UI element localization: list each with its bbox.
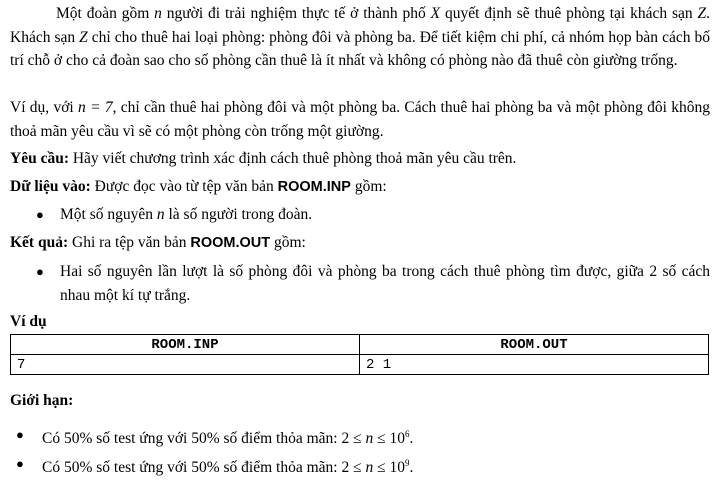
intro-text: chỉ cho thuê hai loại phòng: phòng đôi và phòng ba. Để tiết kiệm chi phí, cả nhóm họp bàn cách bố trí chỗ ở cho cả đoàn sao cho số phòng cần thuê là ít nhất và không có phòng nào đã thuê còn giường trống.: [10, 28, 710, 69]
example-heading: [10, 310, 710, 334]
intro-text: người đi trải nghiệm thực tế ở thành phố: [161, 5, 431, 22]
table-row: [11, 355, 709, 375]
requirement-text: Hãy viết chương trình xác định cách thuê phòng thoả mãn yêu cầu trên.: [68, 150, 517, 167]
input-text: Được đọc vào từ tệp văn bản: [90, 178, 278, 195]
input-bullet: [10, 203, 710, 227]
example-explanation: [10, 96, 710, 143]
input-bullet-text: là số người trong đoàn.: [164, 206, 313, 223]
example-heading-text: Ví dụ: [10, 313, 47, 330]
var-z: Z: [79, 28, 88, 46]
limit-text: Có 50% số test ứng với 50% số điểm thỏa mãn:: [42, 430, 342, 447]
input-bullet-text: Một số nguyên: [60, 206, 157, 223]
var-n: n: [365, 459, 374, 476]
var-z: Z: [697, 5, 707, 22]
bullet-icon: ●: [36, 264, 44, 279]
limits-heading: [10, 389, 710, 413]
var-n: n: [156, 206, 165, 223]
output-text: gồm:: [270, 234, 306, 251]
cell-input-value: 7: [11, 355, 360, 375]
cell-output-value: 2 1: [360, 355, 709, 375]
limit-text: Có 50% số test ứng với 50% số điểm thỏa mãn:: [42, 459, 342, 476]
input-section: [10, 175, 710, 200]
limits-heading-text: Giới hạn:: [10, 392, 74, 409]
example-text: Ví dụ, với: [10, 99, 79, 116]
intro-text: . Khách sạn: [10, 5, 710, 46]
example-text: , chỉ cần thuê hai phòng đôi và một phòng ba. Cách thuê hai phòng ba và một phòng đôi không thoả mãn yêu cầu vì sẽ có một phòng còn trống một giường.: [10, 99, 710, 140]
example-equation: n = 7: [78, 99, 113, 116]
bullet-icon: ●: [16, 427, 24, 442]
var-x: X: [430, 5, 441, 22]
limit-item: [10, 423, 710, 451]
limit-bound: ≤ 10: [373, 459, 405, 476]
limit-bound: 2 ≤: [341, 430, 366, 447]
limit-end: .: [409, 430, 414, 447]
table-header-row: [11, 335, 709, 355]
limit-bound: 2 ≤: [341, 459, 366, 476]
intro-text: quyết định sẽ thuê phòng tại khách sạn: [440, 5, 698, 22]
example-table: [10, 334, 709, 375]
bullet-icon: ●: [16, 456, 24, 471]
intro-text: Một đoàn gồm: [56, 5, 155, 22]
bullet-icon: ●: [36, 207, 44, 222]
limit-bound: ≤ 10: [373, 430, 405, 447]
limit-item: [10, 452, 710, 480]
output-filename: ROOM.OUT: [190, 235, 271, 251]
var-n: n: [154, 5, 162, 22]
limit-exponent: 6: [404, 429, 410, 439]
output-bullet-text: Hai số nguyên lần lượt là số phòng đôi và phòng ba trong cách thuê phòng tìm được, giữa 2 số cách nhau một kí tự trắng.: [60, 263, 710, 304]
column-header-output: ROOM.OUT: [360, 335, 709, 355]
input-text: gồm:: [350, 178, 387, 195]
requirement-section: [10, 147, 710, 171]
output-bullet: [10, 260, 710, 307]
requirement-label: Yêu cầu:: [10, 150, 69, 167]
input-filename: ROOM.INP: [277, 179, 351, 195]
input-label: Dữ liệu vào:: [10, 178, 91, 195]
output-text: Ghi ra tệp văn bản: [68, 234, 191, 251]
output-label: Kết quả:: [10, 234, 69, 251]
column-header-input: ROOM.INP: [11, 335, 360, 355]
output-section: [10, 231, 710, 256]
problem-intro: [10, 2, 710, 73]
limit-exponent: 9: [404, 458, 410, 468]
var-n: n: [365, 430, 374, 447]
limit-end: .: [409, 459, 414, 476]
